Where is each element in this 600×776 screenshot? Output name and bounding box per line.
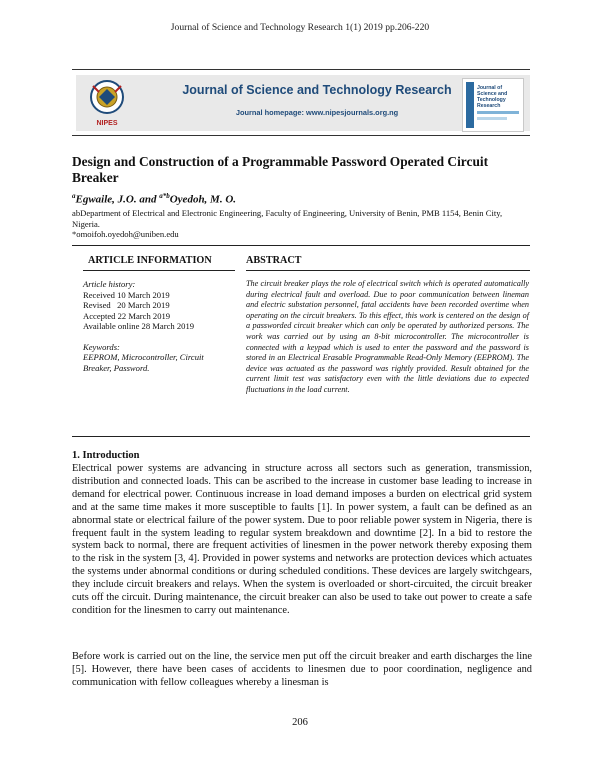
- paper-title: Design and Construction of a Programmable Password Operated Circuit Breaker: [72, 154, 489, 185]
- history-label: Article history:: [83, 279, 136, 289]
- journal-cover-thumbnail: Journal of Science and Technology Research: [462, 78, 524, 132]
- nipes-logo: [85, 78, 129, 130]
- paper-authors: $^a$Egwaile, J.O. and $^{a*b}$Oyedoh, M. O.: [72, 192, 237, 206]
- keywords: EEPROM, Microcontroller, Circuit Breaker, Password.: [83, 352, 204, 373]
- abstract-heading: ABSTRACT: [246, 255, 302, 266]
- journal-homepage[interactable]: Journal homepage: www.nipesjournals.org.ng: [235, 108, 399, 117]
- abstract-text: The circuit breaker plays the role of electrical switch which is operated automatically during electrical fault and overload. Due to poor communication between lineman and electric substation personnel, fatal accidents have been recorded overtime when operating on the circuit breakers. To this effect, this work is centered on the design of a passworded circuit breaker which can only be operated by authorized persons. The work was carried out by using an 8-bit microcontroller. The microcontroller is connected with a keypad which is used to enter the password and the password is stored in an Electrical Erasable Programmable Read-Only Memory (EEPROM). The device was actuated as the password was rightly provided. Result obtained for the current limit test was satisfactory even with the little deviations due to expected fluctuations in the load current.: [246, 279, 529, 394]
- online-date: Available online 28 March 2019: [83, 321, 195, 331]
- running-header: Journal of Science and Technology Research 1(1) 2019 pp.206-220: [170, 22, 430, 33]
- page-number: 206: [292, 717, 308, 728]
- header-rule: [72, 69, 530, 70]
- revised-date: Revised 20 March 2019: [83, 300, 170, 310]
- info-under-rule: [83, 270, 235, 271]
- abstract-under-rule: [246, 270, 530, 271]
- article-history: [83, 279, 233, 373]
- logo-text: NIPES: [96, 120, 118, 127]
- introduction-heading: 1. Introduction: [72, 450, 140, 461]
- banner-rule: [72, 135, 530, 136]
- journal-name: Journal of Science and Technology Research: [182, 83, 452, 97]
- affiliation: [72, 208, 532, 240]
- intro-paragraph-1: Electrical power systems are advancing in structure across all sectors such as generation, transmission, distribution and connected loads. This can be ascribed to the increase in customer base leading to increase in demand for electrical power. Continuous increase in load demand imposes a burden on electrical grid system and at the same time makes it more susceptible to faults [1]. In power system, a fault can be defined as an abnormal state or electrical failure of the power system. Due to poor reliable power system in Nigeria, there is frequent fault in the system leading to regular system breakdown and downtime [2]. In a bid to restore the system back to normal, there are frequent activities of linesmen in the power network thereby exposing them to the risk in the system [3, 4]. Provided in power systems and networks are protection devices which actuates the systems under abnormal conditions or during scheduled conditions. These devices are largely switchgears, they include circuit breakers and relays. When the system is overloaded or short-circuited, the circuit breaker cuts off the circuit. During maintenance, the circuit breaker can also be used to take out power to create a safe condition for the linesmen to carry out maintenance.: [72, 463, 532, 616]
- info-top-rule: [72, 245, 530, 246]
- affiliation-text: abDepartment of Electrical and Electronic Engineering, Faculty of Engineering, University of Benin, PMB 1154, Benin City, Nigeria.: [72, 208, 503, 229]
- intro-paragraph-2: Before work is carried out on the line, the service men put off the circuit breaker and earth discharges the line [5]. However, there have been cases of accidents to linesmen due to poor coordination, negligence and communication with fellow colleagues whereby a linesman is: [72, 651, 532, 688]
- received-date: Received 10 March 2019: [83, 289, 170, 300]
- keywords-label: Keywords:: [83, 341, 120, 352]
- info-bottom-rule: [72, 436, 530, 437]
- accepted-date: Accepted 22 March 2019: [83, 310, 171, 321]
- article-info-heading: ARTICLE INFORMATION: [88, 255, 212, 266]
- corresponding-email: *omoifoh.oyedoh@uniben.edu: [72, 229, 179, 239]
